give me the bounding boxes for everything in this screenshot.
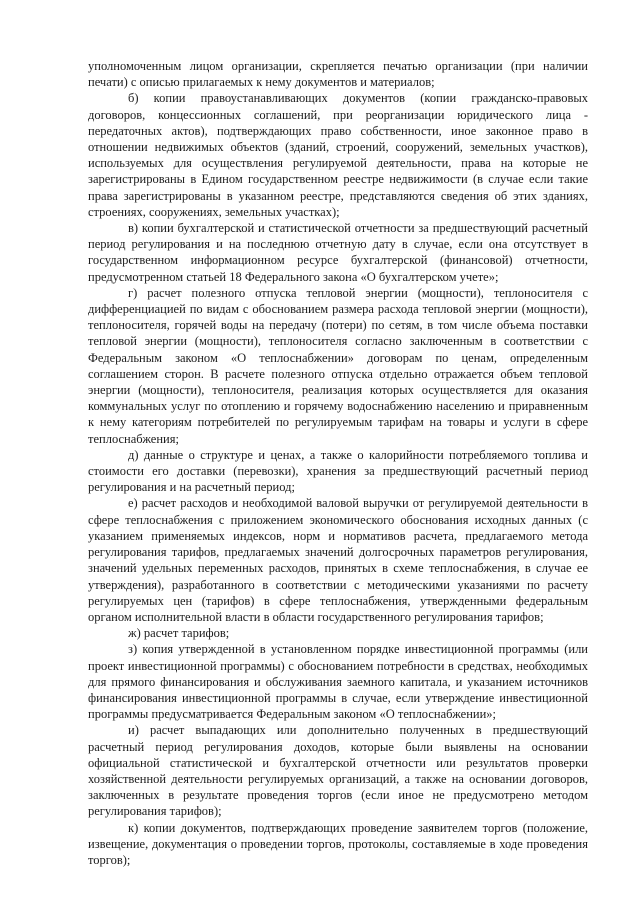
paragraph-item-k: к) копии документов, подтверждающих проведение заявителем торгов (положение, извещение, документация о проведении торгов, протоколы, составляемые в ходе проведения торгов); [88,820,588,867]
paragraph-item-g: г) расчет полезного отпуска тепловой энергии (мощности), теплоносителя с дифференциацией по видам с обоснованием размера расхода тепловой энергии (мощности), теплоносителя, горячей воды на передачу (потери) по сетям, в том числе объема поставки тепловой энергии (мощности), теплоносителя согласно заключенным в соответствии с Федеральным законом «О теплоснабжении» договорам по ценам, определенным соглашением сторон. В расчете полезного отпуска отдельно отражается объем тепловой энергии (мощности), теплоносителя, реализация которых осуществляется для оказания коммунальных услуг по отоплению и горячему водоснабжению населению и приравненным к нему категориям потребителей по регулируемым тарифам на товары и услуги в сфере теплоснабжения; [88,285,588,446]
document-page [88,58,588,868]
paragraph-item-v: в) копии бухгалтерской и статистической отчетности за предшествующий расчетный период регулирования и на последнюю отчетную дату в случае, если она отсутствует в государственном информационном ресурсе бухгалтерской (финансовой) отчетности, предусмотренном статьей 18 Федерального закона «О бухгалтерском учете»; [88,221,588,284]
paragraph-item-i: и) расчет выпадающих или дополнительно полученных в предшествующий расчетный период регулирования доходов, которые были выявлены на основании официальной статистической и бухгалтерской отчетности или результатов проверки хозяйственной деятельности регулируемых организаций, а также на основании договоров, заключенных в результате проведения торгов (если иное не предусмотрено методом регулирования тарифов); [88,723,588,819]
paragraph-item-z: з) копия утвержденной в установленном порядке инвестиционной программы (или проект инвестиционной программы) с обоснованием потребности в средствах, необходимых для прямого финансирования и обслуживания заемного капитала, и указанием источников финансирования инвестиционной программы в случае, если утверждение инвестиционной программы предусматривается Федеральным законом «О теплоснабжении»; [88,642,588,722]
paragraph-item-e: е) расчет расходов и необходимой валовой выручки от регулируемой деятельности в сфере теплоснабжения с приложением экономического обоснования исходных данных (с указанием применяемых индексов, норм и нормативов расчета, предлагаемого метода регулирования тарифов, предлагаемых значений долгосрочных параметров регулирования, значений удельных переменных расходов, принятых в схеме теплоснабжения, в случае ее утверждения), разработанного в соответствии с методическими указаниями по расчету регулируемых цен (тарифов) в сфере теплоснабжения, утвержденными федеральным органом исполнительной власти в области государственного регулирования тарифов; [88,496,588,624]
paragraph-item-zh: ж) расчет тарифов; [128,626,230,641]
paragraph-item-b: б) копии правоустанавливающих документов (копии гражданско-правовых договоров, концессионных соглашений, при реорганизации юридического лица - передаточных актов), подтверждающих право собственности, иное законное право в отношении недвижимых объектов (зданий, строений, сооружений, земельных участков), используемых для осуществления регулируемой деятельности, права на которые не зарегистрированы в Едином государственном реестре недвижимости (в случае если такие права зарегистрированы в указанном реестре, представляются сведения об этих зданиях, строениях, сооружениях, земельных участках); [88,91,588,219]
paragraph-item-d: д) данные о структуре и ценах, а также о калорийности потребляемого топлива и стоимости его доставки (перевозки), хранения за предшествующий расчетный период регулирования и на расчетный период; [88,447,588,495]
paragraph-continuation: уполномоченным лицом организации, скрепляется печатью организации (при наличии печати) с описью прилагаемых к нему документов и материалов; [88,59,588,90]
